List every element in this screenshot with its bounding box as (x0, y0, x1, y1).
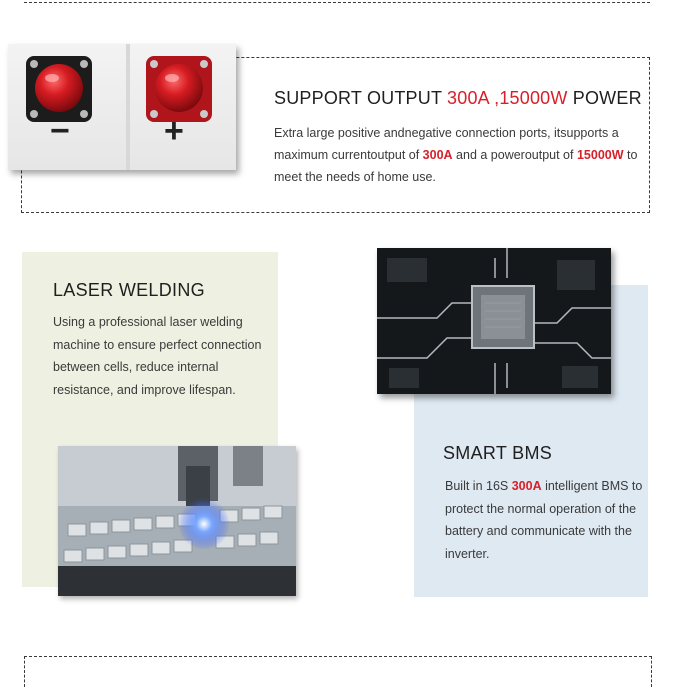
terminal-photo (8, 44, 236, 170)
battery-terminals-image (8, 44, 236, 170)
power-title-suffix: POWER (567, 88, 642, 108)
laser-title: LASER WELDING (53, 280, 205, 300)
bms-description (445, 475, 645, 565)
power-desc-wattage: 15000W (576, 148, 624, 162)
positive-symbol: + (164, 112, 184, 150)
power-desc-text-3: to meet the needs of home use. (274, 148, 638, 184)
power-desc-text-1: Extra large positive andnegative connection ports, itsupports a maximum currentoutput of (274, 126, 619, 162)
bms-desc-text-1: Built in 16S (445, 479, 512, 493)
circuit-board-photo (377, 248, 611, 394)
laser-welding-photo (58, 446, 296, 596)
bms-title: SMART BMS (443, 443, 553, 463)
bottom-dashed-frame (24, 656, 652, 687)
power-title-separator: , (488, 88, 500, 108)
bms-desc-current: 300A (511, 479, 542, 493)
laser-welding-image (58, 446, 296, 596)
negative-symbol: − (50, 112, 70, 150)
bms-desc-text-2: intelligent BMS to protect the normal operation of the battery and communicate with the inverter. (445, 479, 643, 561)
circuit-chip-image (377, 248, 611, 394)
power-desc-current: 300A (422, 148, 453, 162)
top-dashed-divider (24, 0, 650, 3)
power-title-current: 300A (447, 88, 489, 108)
power-title (274, 88, 642, 109)
power-title-wattage: 15000W (499, 88, 568, 108)
power-title-prefix: SUPPORT OUTPUT (274, 88, 448, 108)
laser-description: Using a professional laser welding machine to ensure perfect connection between cells, reduce internal resistance, and improve lifespan. (53, 315, 262, 397)
power-desc-text-2: and a poweroutput of (452, 148, 577, 162)
power-description (274, 122, 644, 188)
